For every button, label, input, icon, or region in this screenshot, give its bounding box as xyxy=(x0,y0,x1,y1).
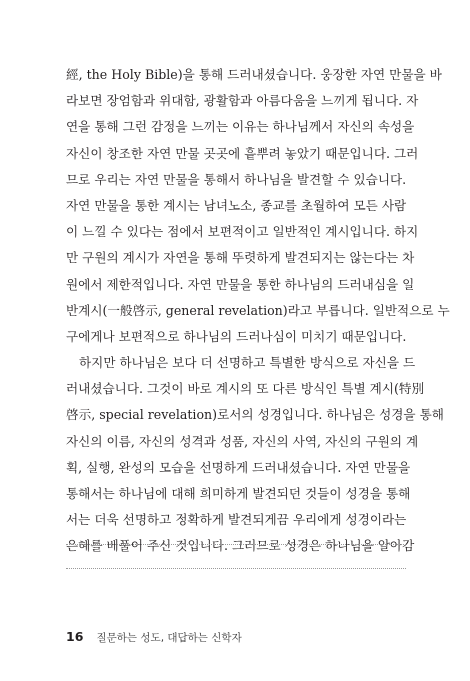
running-title: 질문하는 성도, 대답하는 신학자 xyxy=(96,632,242,644)
dotted-divider xyxy=(66,544,406,545)
text-line: 啓示, special revelation)로서의 성경입니다. 하나님은 성경을 통해 xyxy=(66,407,444,423)
text-line: 은혜를 베풀어 주신 것입니다. 그러므로 성경은 하나님을 알아감 xyxy=(66,538,415,554)
text-line: 자신이 창조한 자연 만물 곳곳에 흩뿌려 놓았기 때문입니다. 그러 xyxy=(66,145,419,161)
text-line: 만 구원의 계시가 자연을 통해 뚜렷하게 발견되지는 않는다는 차 xyxy=(66,250,415,266)
text-line: 통해서는 하나님에 대해 희미하게 발견되던 것들이 성경을 통해 xyxy=(66,486,411,501)
text-line: 하지만 하나님은 보다 더 선명하고 특별한 방식으로 자신을 드 xyxy=(79,355,416,371)
text-line: 반계시(一般啓示, general revelation)라고 부릅니다. 일반적으로 누 xyxy=(66,302,450,318)
text-line: 자신의 이름, 자신의 성격과 성품, 자신의 사역, 자신의 구원의 계 xyxy=(66,433,419,449)
page-footer xyxy=(66,626,242,645)
text-line: 원에서 제한적입니다. 자연 만물을 통한 하나님의 드러내심을 일 xyxy=(66,276,415,292)
text-line: 經, the Holy Bible)을 통해 드러내셨습니다. 웅장한 자연 만물을 바 xyxy=(66,67,442,82)
text-line: 구에게나 보편적으로 하나님의 드러나심이 미치기 때문입니다. xyxy=(66,328,407,344)
text-line: 자연 만물을 통한 계시는 남녀노소, 종교를 초월하여 모든 사람 xyxy=(66,197,407,213)
text-line: 므로 우리는 자연 만물을 통해서 하나님을 발견할 수 있습니다. xyxy=(66,171,407,187)
text-line: 서는 더욱 선명하고 정확하게 발견되게끔 우리에게 성경이라는 xyxy=(66,512,407,528)
text-line: 획, 실행, 완성의 모습을 선명하게 드러내셨습니다. 자연 만물을 xyxy=(66,459,411,475)
text-line: 러내셨습니다. 그것이 바로 계시의 또 다른 방식인 특별 계시(特別 xyxy=(66,381,425,397)
text-line: 라보면 장엄함과 위대함, 광활함과 아름다움을 느끼게 됩니다. 자 xyxy=(66,93,419,109)
body-text xyxy=(66,62,450,560)
text-line: 연을 통해 그런 감정을 느끼는 이유는 하나님께서 자신의 속성을 xyxy=(66,119,415,135)
paragraph-2 xyxy=(66,350,444,560)
text-line: 이 느낄 수 있다는 점에서 보편적이고 일반적인 계시입니다. 하지 xyxy=(66,224,419,240)
dotted-divider xyxy=(66,568,406,569)
page-number: 16 xyxy=(66,629,84,644)
paragraph-1 xyxy=(66,62,450,350)
